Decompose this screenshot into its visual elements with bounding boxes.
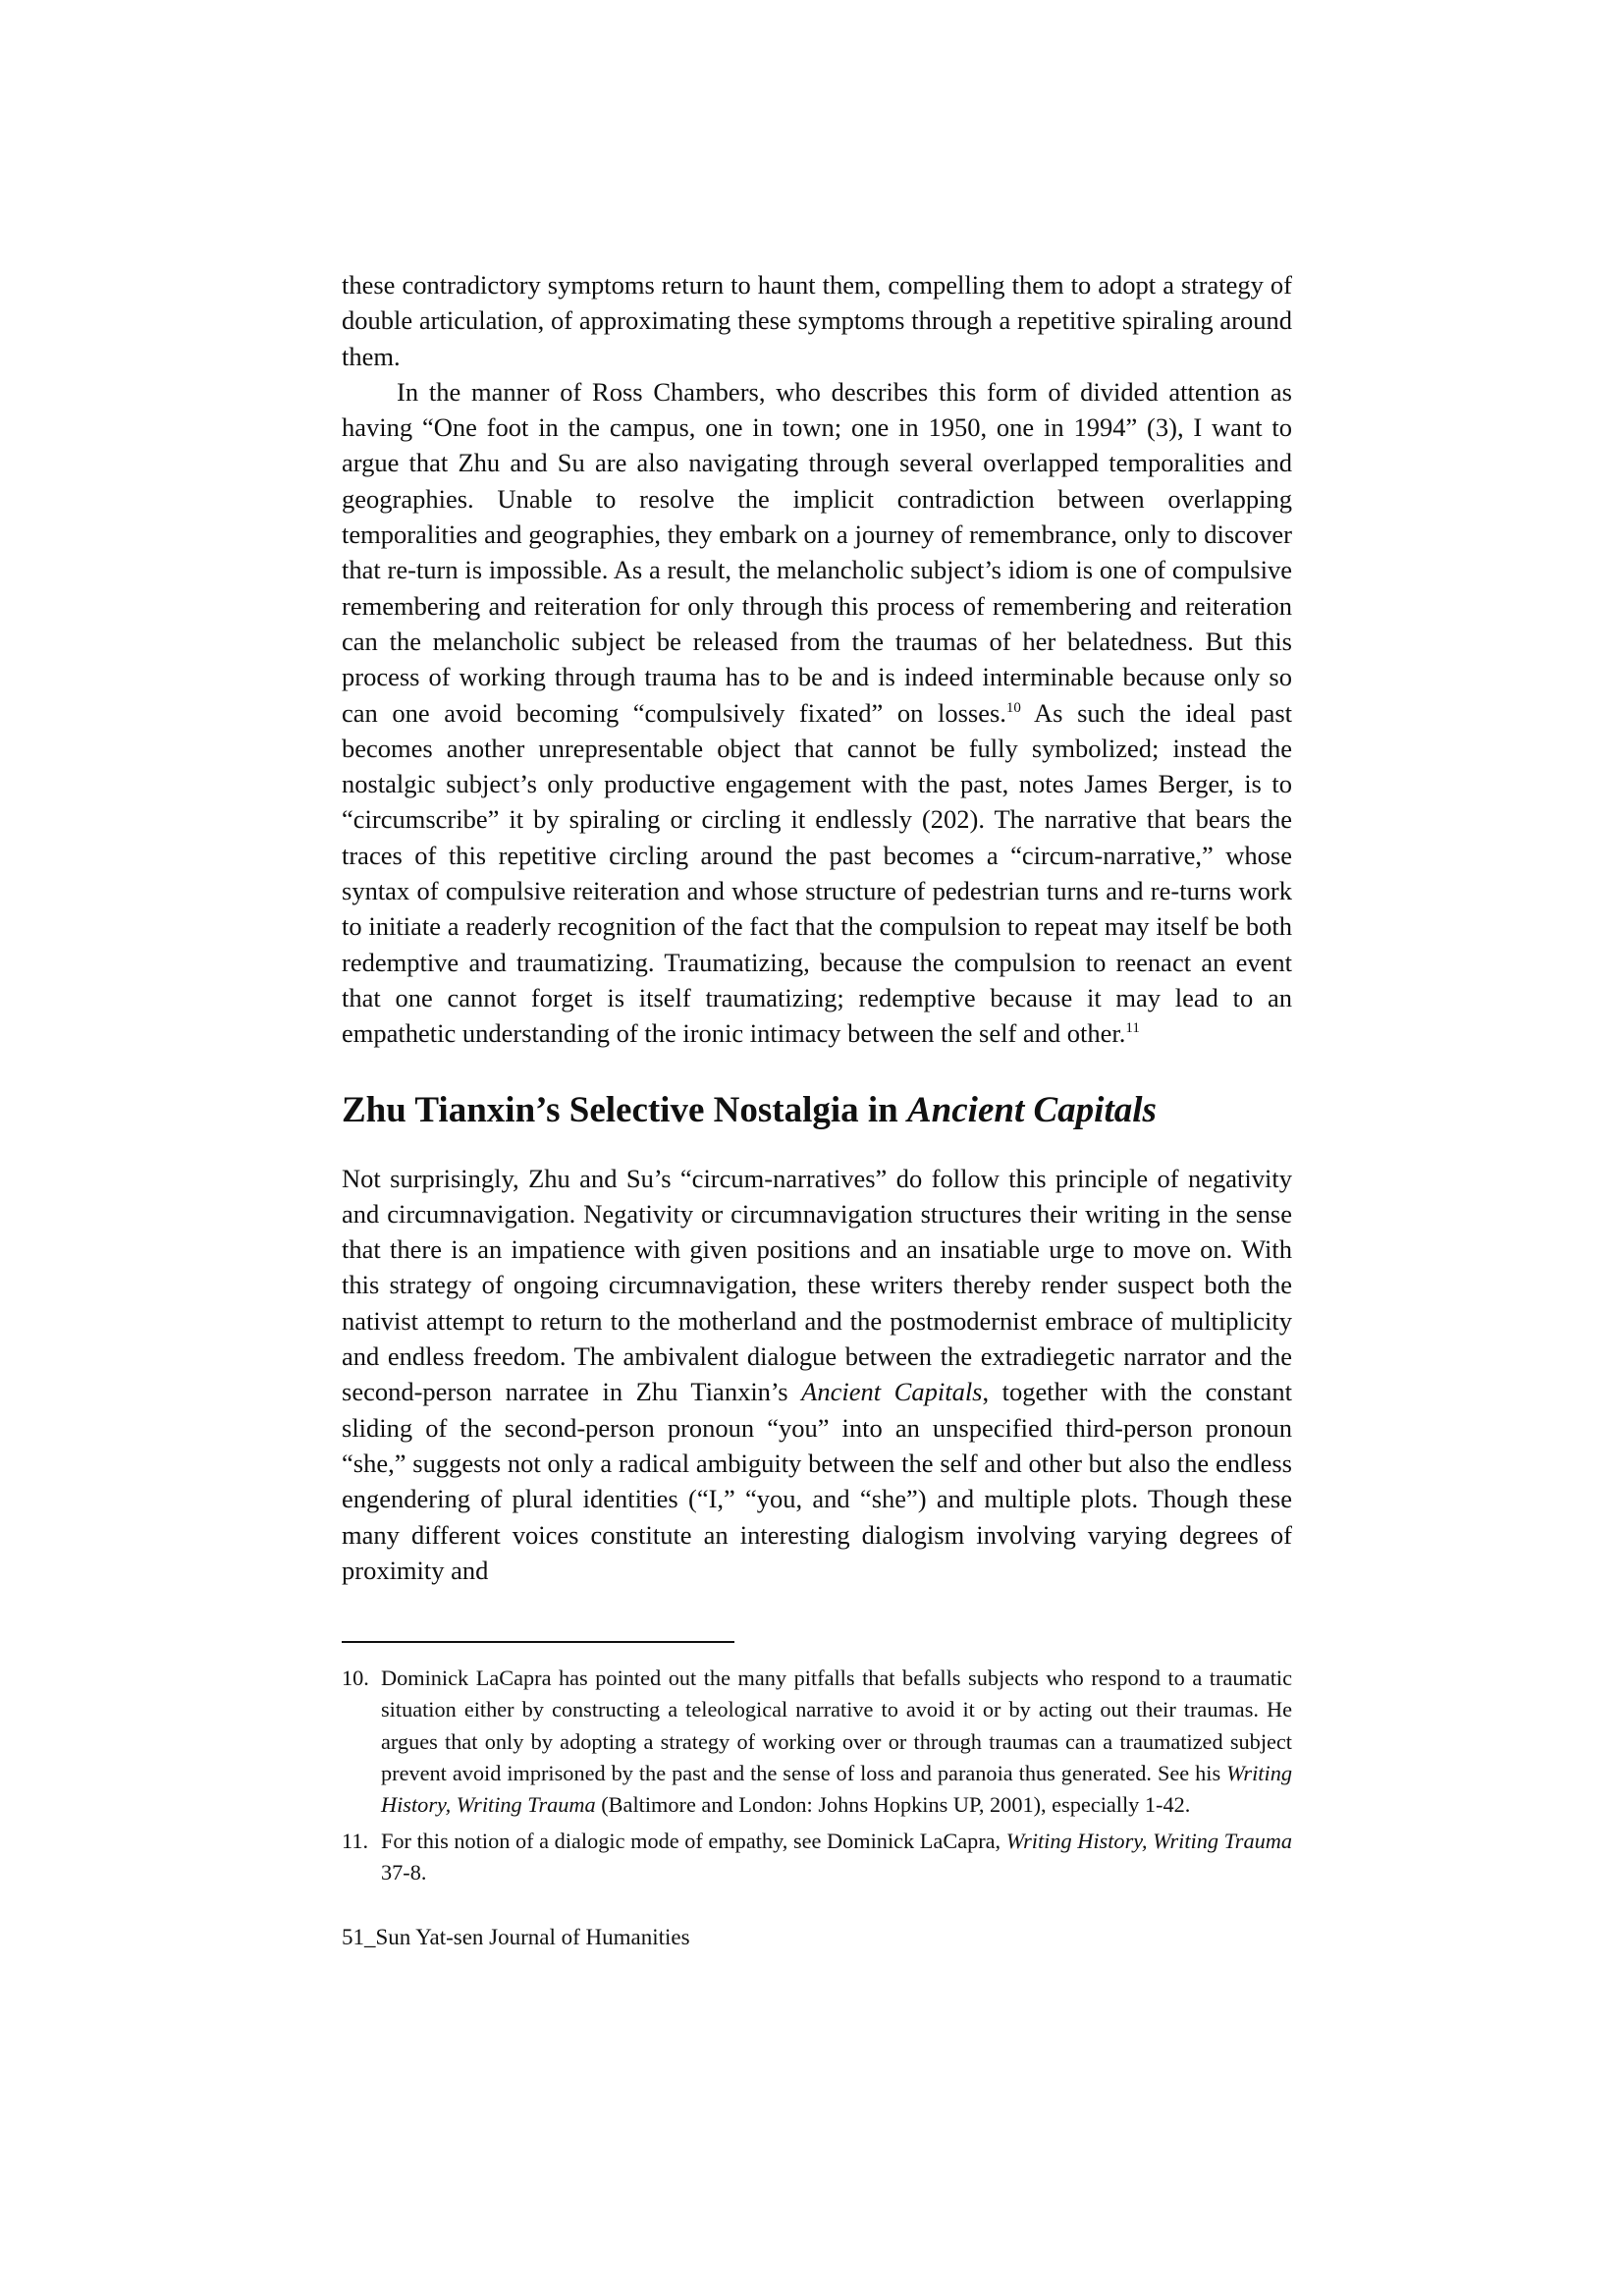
heading-title-italic: Ancient Capitals	[907, 1089, 1157, 1130]
footnote-number: 11.	[342, 1829, 369, 1854]
paragraph-text: , together with the constant sliding of the second-person pronoun “you” into an unspecified third-person pronoun “she,” suggests not only a radical ambiguity between the self and other but also the endless engendering of plural identities (“I,” “you, and “she”) and multiple plots. Though these many different voices constitute an interesting dialogism involving varying degrees of proximity and	[342, 1377, 1292, 1585]
heading-text: Zhu Tianxin’s Selective Nostalgia in	[342, 1089, 907, 1130]
footnote-number: 10.	[342, 1666, 369, 1691]
section-heading	[342, 1089, 1292, 1132]
footnote-text: For this notion of a dialogic mode of empathy, see Dominick LaCapra,	[381, 1829, 1006, 1854]
paragraph-text: As such the ideal past becomes another unrepresentable object that cannot be fully symbolized; instead the nostalgic subject’s only productive engagement with the past, notes James Berger, is to “circumscribe” it by spiraling or circling it endlessly (202). The narrative that bears the traces of this repetitive circling around the past becomes a “circum-narrative,” whose syntax of compulsive reiteration and whose structure of pedestrian turns and re-turns work to initiate a readerly recognition of the fact that the compulsion to repeat may itself be both redemptive and traumatizing. Traumatizing, because the compulsion to reenact an event that one cannot forget is itself traumatizing; redemptive because it may lead to an empathetic understanding of the ironic intimacy between the self and other.	[342, 697, 1293, 1049]
footnote-title-italic: Writing History, Writing Trauma	[1005, 1829, 1293, 1854]
footnote-ref-10[interactable]: 10	[1005, 699, 1021, 716]
footnote-text: Dominick LaCapra has pointed out the many pitfalls that befalls subjects who respond to a traumatic situation either by constructing a teleological narrative to avoid it or by acting out their traumas. He argues that only by adopting a strategy of working over or through traumas can a traumatized subject prevent avoid imprisoned by the past and the sense of loss and paranoia thus generated. See his	[381, 1666, 1292, 1785]
book-title-italic: Ancient Capitals	[801, 1377, 983, 1407]
footnote-10	[342, 1663, 1292, 1821]
footnote-ref-11[interactable]: 11	[1125, 1020, 1140, 1037]
footnote-text: 37-8.	[381, 1860, 427, 1886]
running-footer: 51_Sun Yat-sen Journal of Humanities	[342, 1924, 690, 1949]
footnote-divider	[342, 1641, 734, 1643]
footnote-text: (Baltimore and London: Johns Hopkins UP, 2001), especially 1-42.	[595, 1791, 1191, 1817]
footnote-title-italic: Writing History, Writing Trauma	[381, 1760, 1292, 1817]
paragraph-text: these contradictory symptoms return to haunt them, compelling them to adopt a strategy of double articulation, of approximating these symptoms through a repetitive spiraling around them.	[342, 270, 1292, 371]
body-paragraph-1	[342, 267, 1292, 374]
paragraph-text: Not surprisingly, Zhu and Su’s “circum-narratives” do follow this principle of negativity and circumnavigation. Negativity or circumnavigation structures their writing in the sense that there is an impatience with given positions and an insatiable urge to move on. With this strategy of ongoing circumnavigation, these writers thereby render suspect both the nativist attempt to return to the motherland and the postmodernist embrace of multiplicity and endless freedom. The ambivalent dialogue between the extradiegetic narrator and the second-person narratee in Zhu Tianxin’s	[342, 1163, 1292, 1407]
paragraph-text: In the manner of Ross Chambers, who describes this form of divided attention as having “One foot in the campus, one in town; one in 1950, one in 1994” (3), I want to argue that Zhu and Su are also navigating through several overlapped temporalities and geographies. Unable to resolve the implicit contradiction between overlapping temporalities and geographies, they embark on a journey of remembrance, only to discover that re-turn is impossible. As a result, the melancholic subject’s idiom is one of compulsive remembering and reiteration for only through this process of remembering and reiteration can the melancholic subject be released from the traumas of her belatedness. But this process of working through trauma has to be and is indeed interminable because only so can one avoid becoming “compulsively fixated” on losses.	[342, 376, 1292, 728]
page-content	[342, 267, 1292, 1952]
body-paragraph-3	[342, 1161, 1292, 1589]
body-paragraph-2	[342, 374, 1292, 1052]
footnote-11	[342, 1826, 1292, 1888]
